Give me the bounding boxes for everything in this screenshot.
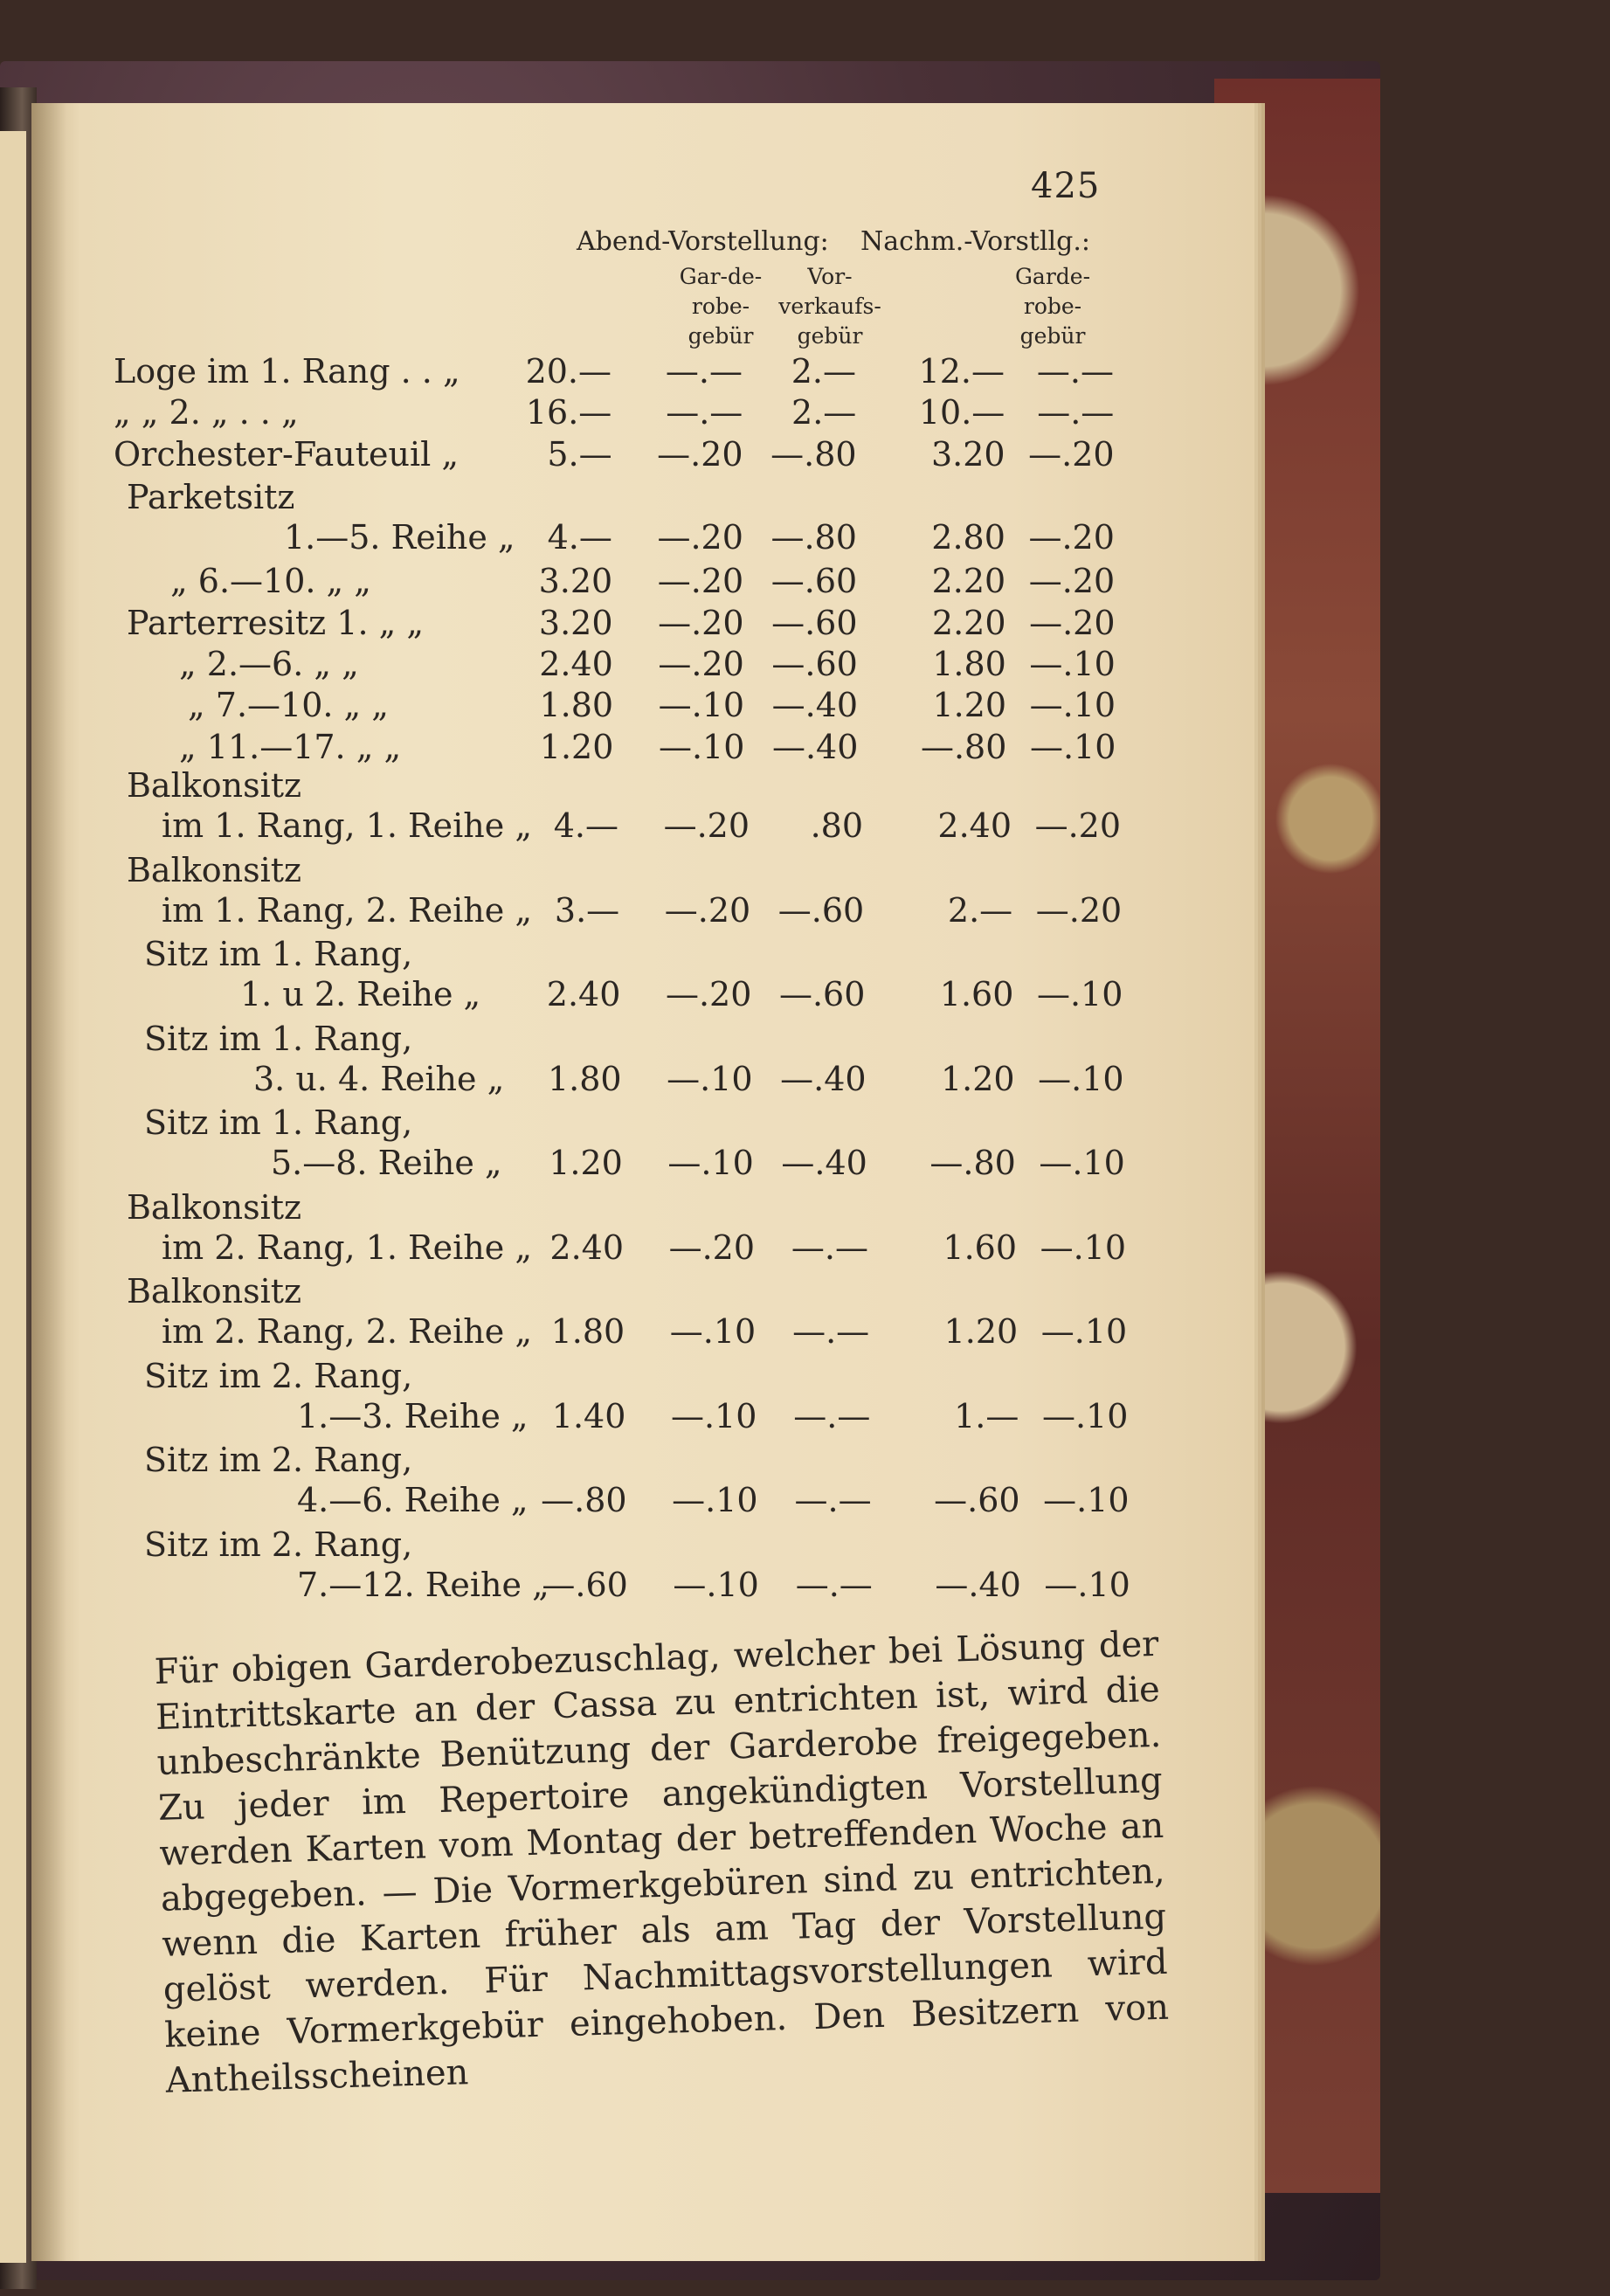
- price-cell: 2.40: [539, 645, 613, 683]
- price-cell: —.10: [1036, 975, 1123, 1013]
- price-cell: 2.—: [791, 352, 856, 391]
- price-cell: —.—: [794, 1481, 872, 1519]
- row-label: „ 11.—17. „ „: [179, 728, 402, 766]
- price-cell: —.40: [935, 1565, 1021, 1604]
- price-cell: 3.20: [538, 604, 613, 642]
- price-cell: —.40: [781, 1144, 867, 1182]
- price-cell: —.60: [771, 645, 858, 683]
- price-cell: 2.20: [931, 604, 1006, 642]
- row-label: Sitz im 1. Rang,: [144, 1019, 413, 1058]
- price-cell: 1.20: [940, 1059, 1015, 1098]
- price-cell: —.10: [658, 686, 745, 724]
- price-cell: 1.80: [932, 645, 1006, 683]
- price-cell: —.10: [669, 1312, 757, 1351]
- price-cell: 1.—: [954, 1396, 1019, 1435]
- price-cell: —.80: [770, 518, 857, 557]
- price-cell: —.10: [1043, 1481, 1130, 1519]
- price-cell: 2.40: [546, 975, 621, 1013]
- price-cell: 2.—: [947, 890, 1013, 930]
- price-cell: —.20: [657, 435, 743, 474]
- price-cell: 3.—: [554, 890, 620, 930]
- price-cell: 4.—: [547, 518, 612, 557]
- row-label-continued: im 2. Rang, 1. Reihe „: [162, 1228, 533, 1267]
- price-cell: —.—: [1037, 393, 1115, 432]
- price-cell: —.20: [658, 604, 744, 642]
- price-cell: —.—: [665, 352, 743, 391]
- price-cell: 2.40: [549, 1228, 624, 1267]
- price-cell: 5.—: [547, 435, 612, 474]
- row-label: Loge im 1. Rang . . „: [114, 352, 460, 391]
- price-cell: —.20: [665, 975, 752, 1013]
- price-cell: —.20: [658, 645, 744, 683]
- row-label: Sitz im 1. Rang,: [144, 1103, 413, 1142]
- price-cell: —.10: [670, 1396, 757, 1435]
- price-cell: 3.20: [538, 562, 613, 600]
- row-label: Balkonsitz: [127, 1272, 302, 1311]
- price-cell: —.10: [1029, 645, 1116, 683]
- row-label: Balkonsitz: [127, 1187, 302, 1227]
- row-label: Balkonsitz: [127, 850, 302, 889]
- price-cell: 2.80: [931, 518, 1005, 557]
- row-label-continued: 3. u. 4. Reihe „: [253, 1059, 505, 1098]
- price-cell: 1.60: [943, 1228, 1017, 1267]
- left-page-edge: [0, 131, 26, 2263]
- notes-paragraph: [154, 1622, 1171, 2104]
- row-label: Sitz im 2. Rang,: [144, 1356, 413, 1395]
- price-cell: 2.—: [791, 393, 857, 432]
- row-label-continued: 1. u 2. Reihe „: [240, 975, 481, 1013]
- row-label: Sitz im 2. Rang,: [144, 1525, 413, 1564]
- price-cell: 1.20: [932, 686, 1007, 724]
- row-label-continued: im 1. Rang, 2. Reihe „: [162, 890, 533, 930]
- price-cell: 16.—: [525, 393, 612, 432]
- price-cell: —.60: [777, 890, 865, 930]
- price-cell: —.10: [1040, 1312, 1128, 1351]
- price-cell: —.—: [791, 1228, 868, 1267]
- row-label: „ 7.—10. „ „: [188, 686, 389, 724]
- price-cell: —.10: [667, 1059, 753, 1098]
- row-label-continued: 5.—8. Reihe „: [271, 1144, 502, 1182]
- price-cell: —.20: [668, 1228, 755, 1267]
- row-label-continued: im 2. Rang, 2. Reihe „: [162, 1312, 533, 1351]
- price-cell: —.20: [1028, 562, 1116, 600]
- price-cell: —.20: [657, 518, 743, 557]
- price-cell: 1.80: [547, 1059, 622, 1098]
- page-gutter-shadow: [31, 103, 66, 2261]
- row-label-continued: 7.—12. Reihe „: [297, 1565, 549, 1604]
- price-cell: —.10: [672, 1481, 758, 1519]
- row-label-continued: 1.—5. Reihe „: [284, 518, 515, 557]
- price-cell: —.20: [1028, 518, 1115, 557]
- price-cell: —.80: [929, 1144, 1016, 1182]
- price-cell: 20.—: [525, 352, 612, 391]
- row-label-continued: 4.—6. Reihe „: [297, 1481, 529, 1519]
- price-cell: —.20: [664, 890, 751, 930]
- price-cell: —.10: [1029, 728, 1116, 766]
- row-label: Parterresitz 1. „ „: [127, 604, 425, 642]
- price-cell: 1.20: [943, 1312, 1019, 1351]
- row-label: „ „ 2. „ . . „: [114, 393, 299, 432]
- header-col-cloakroom-fee: Gar-de- robe- gebür: [679, 264, 763, 349]
- price-cell: —.80: [770, 435, 857, 474]
- row-label: „ 2.—6. „ „: [179, 645, 359, 683]
- price-cell: —.20: [663, 806, 750, 845]
- price-cell: —.20: [1034, 806, 1121, 845]
- page-number: 425: [1031, 166, 1101, 206]
- price-cell: —.10: [667, 1144, 754, 1182]
- price-cell: —.—: [793, 1396, 871, 1435]
- price-cell: 1.60: [939, 975, 1014, 1013]
- header-col-advance-sale-fee: Vor- verkaufs- gebür: [778, 264, 881, 349]
- price-cell: —.10: [1029, 686, 1116, 724]
- price-cell: .80: [810, 806, 863, 845]
- header-evening-performance: Abend-Vorstellung:: [577, 226, 829, 257]
- price-cell: 12.—: [918, 352, 1005, 391]
- price-cell: —.10: [1038, 1059, 1124, 1098]
- price-cell: —.10: [1041, 1396, 1129, 1435]
- price-cell: —.—: [792, 1312, 870, 1351]
- notes-text: Für obigen Garderobezuschlag, welcher bei Lösung der Eintrittskarte an der Cassa zu entrichten ist, wird die unbeschränkte Benützung der Garderobe freigegeben. Zu jeder im Repertoire angekündigten Vorstellung werden Karten vom Montag der betreffenden Woche an abgegeben. — Die Vormerkgebüren sind zu entrichten, wenn die Karten früher als am Tag der Vorstellung gelöst werden. Für Nachmittagsvorstellungen wird keine Vormerkgebür eingehoben. Den Besitzern von Antheilsscheinen: [154, 1623, 1170, 2101]
- price-cell: —.20: [1029, 604, 1116, 642]
- price-cell: 10.—: [918, 393, 1005, 432]
- price-cell: 1.20: [539, 728, 614, 766]
- price-cell: 2.40: [937, 806, 1012, 845]
- price-cell: 1.80: [550, 1312, 625, 1351]
- price-cell: —.20: [657, 562, 744, 600]
- price-cell: —.20: [1035, 890, 1123, 930]
- row-label: Sitz im 1. Rang,: [144, 935, 413, 973]
- price-cell: —.10: [1040, 1228, 1126, 1267]
- row-label-continued: 1.—3. Reihe „: [297, 1396, 529, 1435]
- price-cell: —.40: [780, 1059, 867, 1098]
- price-cell: 3.20: [930, 435, 1005, 474]
- row-label: Balkonsitz: [127, 766, 302, 805]
- price-cell: —.60: [778, 975, 866, 1013]
- price-cell: —.10: [1044, 1565, 1130, 1604]
- price-cell: 1.80: [539, 686, 614, 724]
- price-cell: —.40: [771, 728, 859, 766]
- price-cell: —.10: [1039, 1144, 1125, 1182]
- price-cell: —.—: [666, 393, 743, 432]
- price-cell: —.—: [795, 1565, 873, 1604]
- row-label-continued: im 1. Rang, 1. Reihe „: [162, 806, 533, 845]
- price-cell: —.80: [541, 1481, 627, 1519]
- price-cell: 1.40: [551, 1396, 626, 1435]
- row-label: Sitz im 2. Rang,: [144, 1441, 413, 1479]
- price-cell: 4.—: [553, 806, 618, 845]
- price-cell: —.60: [542, 1565, 628, 1604]
- price-cell: 2.20: [931, 562, 1006, 600]
- price-cell: —.20: [1028, 435, 1115, 474]
- price-cell: —.40: [771, 686, 859, 724]
- price-cell: —.10: [673, 1565, 759, 1604]
- row-label: „ 6.—10. „ „: [170, 562, 371, 600]
- price-cell: —.—: [1036, 352, 1114, 391]
- header-col-afternoon-cloakroom-fee: Garde- robe- gebür: [1014, 264, 1091, 349]
- price-cell: —.60: [770, 562, 858, 600]
- row-label: Orchester-Fauteuil „: [114, 435, 460, 474]
- price-cell: —.60: [771, 604, 858, 642]
- price-cell: 1.20: [549, 1144, 623, 1182]
- price-cell: —.80: [920, 728, 1007, 766]
- header-afternoon-performance: Nachm.-Vorstllg.:: [860, 226, 1090, 257]
- price-cell: —.10: [658, 728, 745, 766]
- price-cell: —.60: [934, 1481, 1020, 1519]
- row-label: Parketsitz: [127, 478, 295, 516]
